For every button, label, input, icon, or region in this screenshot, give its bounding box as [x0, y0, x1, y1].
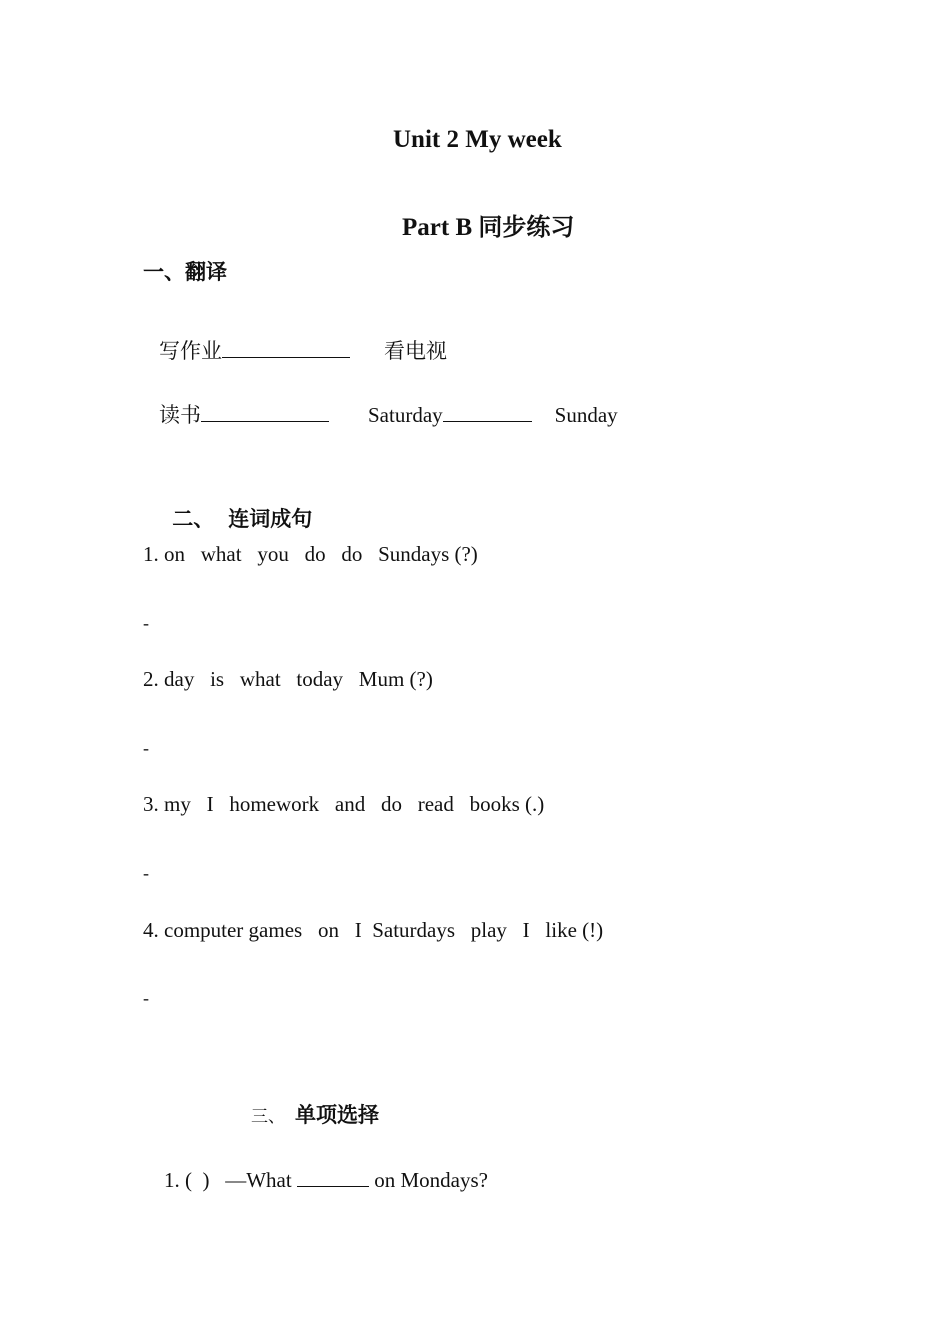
sentence-question-4: 4. computer games on I Saturdays play I like (!) — [143, 918, 604, 942]
answer-line-2[interactable]: - — [143, 738, 149, 758]
answer-blank[interactable] — [443, 420, 532, 422]
sentence-question-3: 3. my I homework and do read books (.) — [143, 792, 545, 816]
answer-line-4[interactable]: - — [143, 988, 149, 1008]
translation-item-sunday: Sunday — [554, 403, 618, 427]
translation-item-homework: 写作业 — [159, 339, 222, 363]
sentence-question-1: 1. on what you do do Sundays (?) — [143, 542, 478, 566]
translation-row-1 — [143, 317, 447, 383]
subtitle-cn: 同步练习 — [478, 213, 575, 241]
translation-item-saturday: Saturday — [368, 403, 443, 427]
translation-item-read: 读书 — [159, 403, 201, 427]
section-number: 二、 — [172, 507, 215, 531]
answer-blank[interactable] — [297, 1185, 369, 1187]
choice-question-1 — [143, 1143, 488, 1218]
document-subtitle — [386, 189, 574, 260]
sentence-question-2: 2. day is what today Mum (?) — [143, 667, 433, 691]
section-heading-translation: 一、翻译 — [143, 260, 227, 284]
document-title: Unit 2 My week — [393, 126, 562, 153]
translation-row-2 — [143, 381, 618, 447]
answer-line-3[interactable]: - — [143, 863, 149, 883]
subtitle-part: Part B — [402, 214, 479, 241]
section-title: 单项选择 — [295, 1103, 379, 1127]
section-heading-choice — [235, 1081, 379, 1147]
answer-line-1[interactable]: - — [143, 613, 149, 633]
answer-blank[interactable] — [201, 420, 329, 422]
section-number: 三、 — [251, 1107, 285, 1127]
translation-item-tv: 看电视 — [384, 339, 447, 363]
section-title: 连词成句 — [228, 507, 313, 531]
answer-blank[interactable] — [222, 356, 350, 358]
question-suffix: on Mondays? — [368, 1168, 488, 1192]
question-prefix: 1. ( ) —What — [164, 1168, 297, 1192]
